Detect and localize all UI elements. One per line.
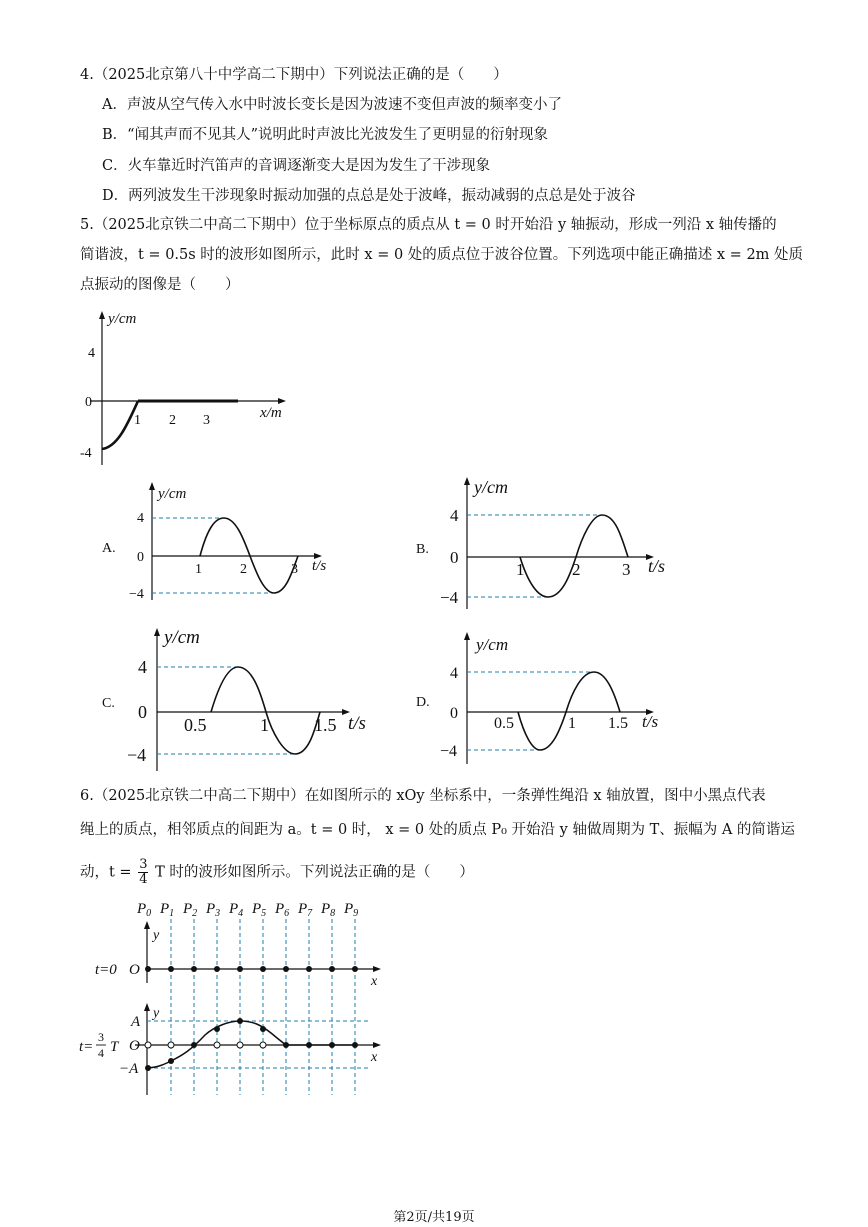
choice-b-x-tick-3: 3	[622, 560, 631, 579]
main-y-tick-neg4: -4	[80, 446, 92, 461]
q5-choice-a-graph	[100, 480, 340, 610]
label-p0: $P_0$	[137, 901, 152, 919]
choice-c-y-tick-neg4: −4	[127, 745, 147, 765]
choice-c-x-tick-15: 1.5	[314, 715, 337, 735]
main-y-tick-4: 4	[88, 346, 95, 361]
choice-c-y-tick-4: 4	[138, 657, 147, 677]
q4-option-a: A．声波从空气传入水中时波长变长是因为波速不变但声波的频率变小了	[102, 97, 562, 113]
choice-a-y-tick-neg4: −4	[129, 587, 144, 602]
q4-option-b: B．“闻其声而不见其人”说明此时声波比光波发生了更明显的衍射现象	[102, 127, 548, 143]
q5-choice-d-graph	[412, 630, 682, 770]
choice-a-x-tick-2: 2	[240, 562, 247, 577]
q6-line-3-post: T 时的波形如图所示。下列说法正确的是（ ）	[155, 864, 474, 881]
label-p4: $P_4$	[229, 901, 244, 919]
point-labels	[136, 901, 358, 919]
q6-line-3-pre: 动，t =	[80, 864, 132, 881]
q6-line-3	[80, 858, 474, 887]
label-p6: $P_6$	[275, 901, 290, 919]
q6-line-2: 绳上的质点，相邻质点的间距为 a。t = 0 时， x = 0 处的质点 P₀ 开始沿 y 轴做周期为 T、振幅为 A 的简谐运	[80, 822, 795, 838]
svg-text:t=: t=	[79, 1039, 94, 1055]
page-footer: 第2页/共19页	[393, 1210, 475, 1225]
choice-b-x-tick-1: 1	[516, 560, 525, 579]
row2-origin-label: O	[129, 1038, 140, 1054]
q4-option-d: D．两列波发生干涉现象时振动加强的点总是处于波峰，振动减弱的点总是处于波谷	[102, 188, 636, 204]
choice-c-y-label: y/cm	[164, 627, 200, 648]
row2-x-axis-label: x	[371, 1050, 378, 1065]
q6-fraction-den: 4	[139, 872, 148, 887]
q5-line-1: 5.（2025北京铁二中高二下期中）位于坐标原点的质点从 t = 0 时开始沿 y 轴振动，形成一列沿 x 轴传播的	[80, 217, 777, 233]
row1-x-axis-label: x	[371, 974, 378, 989]
q6-fraction	[138, 858, 148, 887]
main-y-label: y/cm	[108, 311, 137, 327]
choice-d-y-tick-neg4: −4	[440, 743, 458, 760]
q5-choice-b-graph	[412, 475, 682, 615]
label-p3: $P_3$	[206, 901, 221, 919]
q4-option-c: C．火车靠近时汽笛声的音调逐渐变大是因为发生了干涉现象	[102, 158, 491, 174]
choice-d-x-tick-15: 1.5	[608, 715, 628, 732]
choice-d-label: D.	[416, 695, 430, 710]
main-x-label: x/m	[260, 405, 282, 421]
choice-b-y-tick-0: 0	[450, 548, 459, 567]
choice-c-label: C.	[102, 696, 115, 711]
choice-d-y-label: y/cm	[476, 635, 509, 654]
choice-c-x-tick-1: 1	[260, 715, 269, 735]
choice-a-y-label: y/cm	[158, 486, 187, 502]
choice-b-x-tick-2: 2	[572, 560, 581, 579]
row1-origin-label: O	[129, 962, 140, 978]
label-p9: $P_9$	[344, 901, 359, 919]
row2-y-axis-label: y	[153, 1006, 160, 1021]
choice-d-x-tick-1: 1	[568, 715, 576, 732]
row1-time-label: t=0	[95, 962, 117, 978]
choice-a-x-tick-3: 3	[291, 562, 298, 577]
main-x-tick-1: 1	[134, 413, 141, 428]
svg-text:3: 3	[98, 1030, 104, 1044]
q6-line-1: 6.（2025北京铁二中高二下期中）在如图所示的 xOy 坐标系中，一条弹性绳沿 x 轴放置，图中小黑点代表	[80, 788, 766, 804]
svg-text:4: 4	[98, 1046, 104, 1060]
choice-a-y-tick-4: 4	[137, 511, 144, 526]
main-x-tick-2: 2	[169, 413, 176, 428]
choice-d-y-tick-0: 0	[450, 705, 458, 722]
amp-neg-label: −A	[119, 1061, 139, 1077]
amp-pos-label: A	[131, 1014, 141, 1030]
choice-c-x-tick-05: 0.5	[184, 715, 207, 735]
q4-stem: 4.（2025北京第八十中学高二下期中）下列说法正确的是（ ）	[80, 67, 508, 83]
choice-a-y-tick-0: 0	[137, 550, 144, 565]
choice-d-x-tick-05: 0.5	[494, 715, 514, 732]
choice-b-x-label: t/s	[648, 556, 666, 576]
choice-b-y-tick-neg4: −4	[440, 588, 459, 607]
choice-b-y-label: y/cm	[474, 477, 508, 497]
choice-c-x-label: t/s	[348, 713, 366, 734]
row2-time-label	[79, 1030, 120, 1060]
choice-d-y-tick-4: 4	[450, 665, 458, 682]
q5-waveform-graph	[70, 305, 310, 475]
label-p1: $P_1$	[160, 901, 175, 919]
svg-text:T: T	[110, 1039, 119, 1055]
q5-line-2: 简谐波，t = 0.5s 时的波形如图所示，此时 x = 0 处的质点位于波谷位置。下列选项中能正确描述 x = 2m 处质	[80, 247, 804, 263]
row1-y-axis-label: y	[153, 928, 160, 943]
main-y-tick-0: 0	[85, 395, 92, 410]
label-p5: $P_5$	[252, 901, 267, 919]
choice-b-label: B.	[416, 542, 429, 557]
label-p7: $P_7$	[298, 901, 313, 919]
q6-fraction-num: 3	[139, 857, 148, 872]
q5-line-3: 点振动的图像是（ ）	[80, 277, 240, 293]
choice-a-x-label: t/s	[312, 558, 327, 574]
q6-rope-figure	[75, 895, 395, 1100]
label-p8: $P_8$	[321, 901, 336, 919]
main-x-tick-3: 3	[203, 413, 210, 428]
label-p2: $P_2$	[183, 901, 198, 919]
choice-b-y-tick-4: 4	[450, 506, 459, 525]
choice-a-label: A.	[102, 541, 116, 556]
choice-a-x-tick-1: 1	[195, 562, 202, 577]
choice-c-y-tick-0: 0	[138, 702, 147, 722]
choice-d-x-label: t/s	[642, 712, 659, 731]
q5-choice-c-graph	[100, 625, 390, 775]
